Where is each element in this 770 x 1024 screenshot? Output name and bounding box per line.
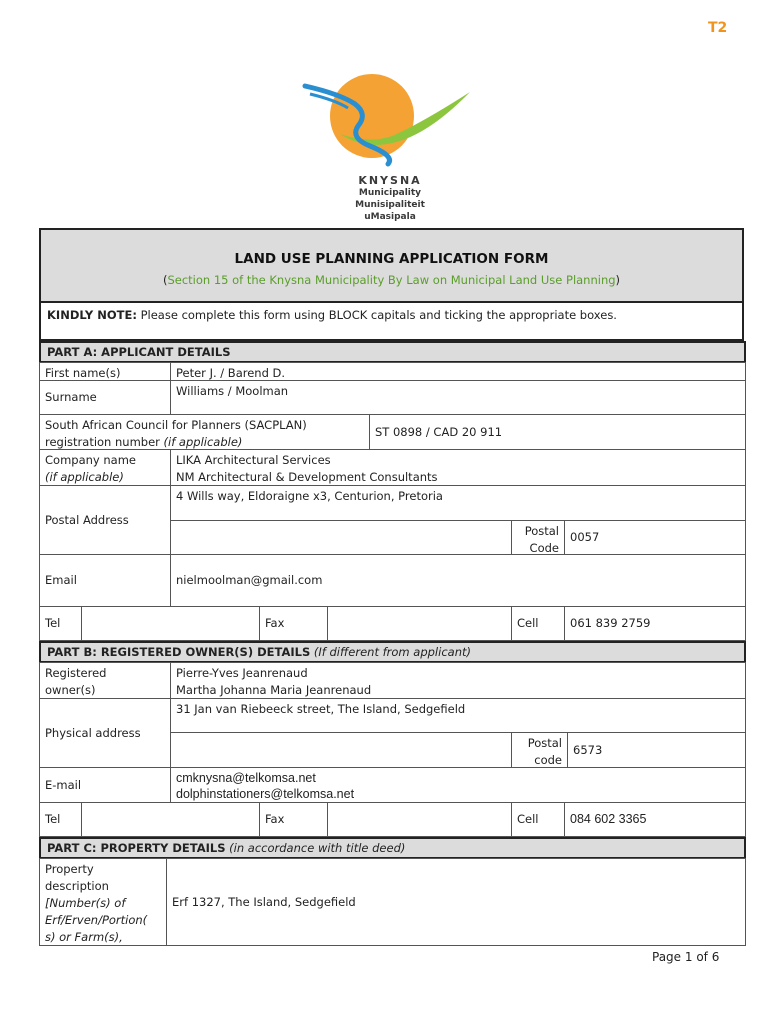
owner-postal-code-label: Postal code [511,732,568,768]
part-b-header: PART B: REGISTERED OWNER(S) DETAILS (If different from applicant) [39,641,746,663]
property-description-field[interactable]: Erf 1327, The Island, Sedgefield [166,858,746,946]
email-field[interactable]: nielmoolman@gmail.com [170,554,746,607]
form-subtitle: (Section 15 of the Knysna Municipality By Law on Municipal Land Use Planning) [162,273,621,287]
logo-line-1: Municipality [358,188,422,198]
fax-label: Fax [259,606,328,641]
company-field[interactable]: LIKA Architectural Services NM Architectural & Development Consultants [170,449,746,486]
physical-address-field[interactable]: 31 Jan van Riebeeck street, The Island, Sedgefield [170,698,746,733]
postal-address-field[interactable]: 4 Wills way, Eldoraigne x3, Centurion, Pretoria [170,485,746,521]
tel-field[interactable] [81,606,260,641]
owner-postal-code-field[interactable]: 6573 [567,732,746,768]
owner-label: Registered owner(s) [39,662,171,699]
email-label: Email [39,554,171,607]
sacplan-label: South African Council for Planners (SACPLAN) registration number (if applicable) [39,414,370,450]
first-name-label: First name(s) [39,362,171,381]
owner-fax-field[interactable] [327,802,512,837]
physical-address-label: Physical address [39,698,171,768]
owner-field[interactable]: Pierre-Yves Jeanrenaud Martha Johanna Maria Jeanrenaud [170,662,746,699]
postal-address-label: Postal Address [39,485,171,555]
logo-line-3: uMasipala [364,212,416,222]
property-description-label: Property description [Number(s) of Erf/Erven/Portion( s) or Farm(s), [39,858,167,946]
fax-field[interactable] [327,606,512,641]
first-name-field[interactable]: Peter J. / Barend D. [170,362,746,381]
logo-wordmark [300,174,480,223]
logo-name: KNYSNA [358,174,422,187]
surname-label: Surname [39,380,171,415]
owner-email-field[interactable]: cmknysna@telkomsa.net dolphinstationers@telkomsa.net [170,767,746,803]
knysna-logo-icon [300,64,480,174]
kindly-note: KINDLY NOTE: Please complete this form using BLOCK capitals and ticking the appropriate boxes. [39,303,744,341]
postal-code-label: Postal Code [511,520,565,555]
cell-field[interactable]: 061 839 2759 [564,606,746,641]
owner-email-label: E-mail [39,767,171,803]
owner-fax-label: Fax [259,802,328,837]
logo-line-2: Munisipaliteit [355,200,425,210]
surname-field[interactable]: Williams / Moolman [170,380,746,415]
cell-label: Cell [511,606,565,641]
tel-label: Tel [39,606,82,641]
postal-code-field[interactable]: 0057 [564,520,746,555]
owner-tel-label: Tel [39,802,82,837]
owner-tel-field[interactable] [81,802,260,837]
physical-address-field-2[interactable] [170,732,512,768]
form-title-box [39,228,744,303]
company-label: Company name (if applicable) [39,449,171,486]
part-c-header: PART C: PROPERTY DETAILS (in accordance with title deed) [39,837,746,859]
part-a-header: PART A: APPLICANT DETAILS [39,341,746,363]
sacplan-field[interactable]: ST 0898 / CAD 20 911 [369,414,746,450]
document-code: T2 [708,20,728,36]
postal-address-field-2[interactable] [170,520,512,555]
page-number: Page 1 of 6 [652,950,720,964]
owner-cell-field[interactable]: 084 602 3365 [564,802,746,837]
form-title: LAND USE PLANNING APPLICATION FORM [234,251,549,267]
owner-cell-label: Cell [511,802,565,837]
